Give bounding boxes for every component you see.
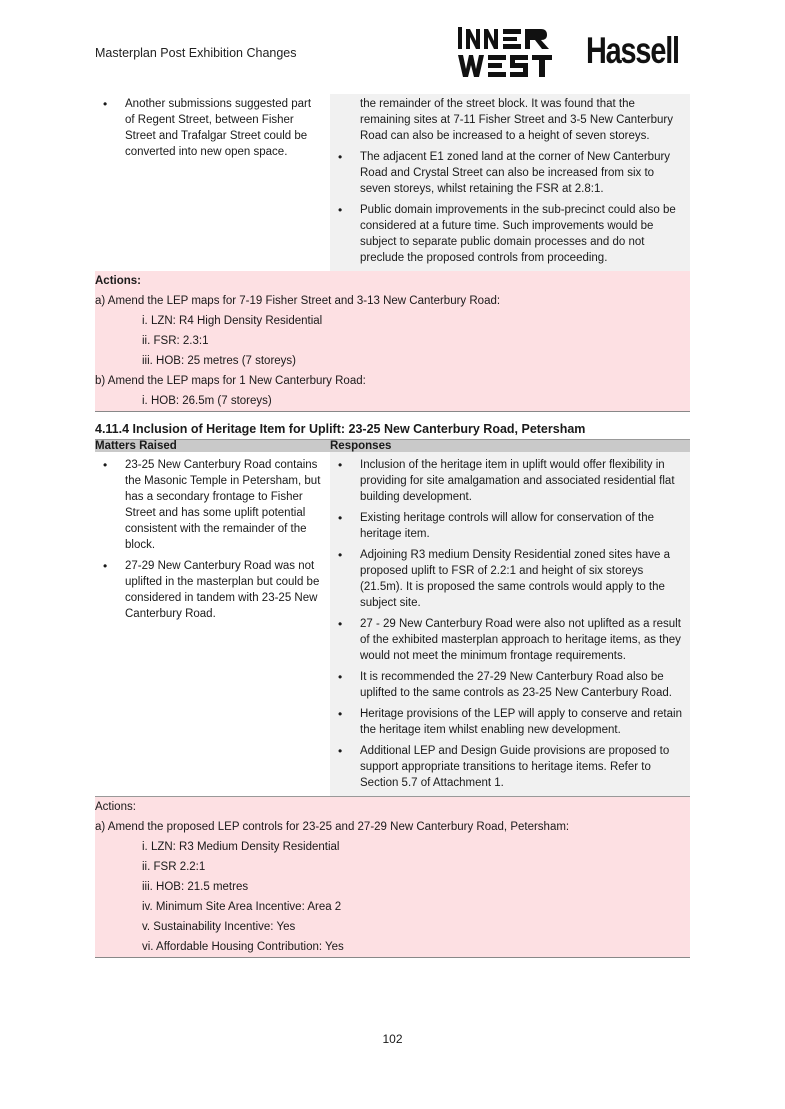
matters-cell [95,94,330,271]
action-subitem: i. LZN: R3 Medium Density Residential [142,841,340,853]
response-continuation: the remainder of the street block. It was found that the remaining sites at 7-11 Fisher Street and 3-5 New Canterbury Road can also be increased to a height of seven storeys. [360,98,673,142]
action-line: a) Amend the proposed LEP controls for 23-25 and 27-29 New Canterbury Road, Petersham: [95,821,570,833]
action-subitem: iii. HOB: 21.5 metres [142,881,249,893]
hassell-logo: Hassell [586,30,679,71]
response-item: • Heritage provisions of the LEP will apply to conserve and retain the heritage item whilst enabling new development. [330,706,690,738]
action-subitem: iv. Minimum Site Area Incentive: Area 2 [142,901,342,913]
action-subitem: iii. HOB: 25 metres (7 storeys) [142,355,297,367]
document-title: Masterplan Post Exhibition Changes [95,46,297,60]
column-header-responses: Responses [330,440,690,453]
actions-title: Actions: [95,275,141,287]
action-subitem: v. Sustainability Incentive: Yes [142,921,296,933]
actions-block [95,271,690,412]
matter-item: • 23-25 New Canterbury Road contains the Masonic Temple in Petersham, but has a secondary frontage to Fisher Street and has some uplift potential consistent with the remainder of the block. [95,457,330,553]
responses-cell [330,452,690,797]
action-subitem: i. HOB: 26.5m (7 storeys) [142,395,272,407]
actions-block [95,797,690,958]
response-item: • It is recommended the 27-29 New Canterbury Road also be uplifted to the same controls as 23-25 New Canterbury Road. [330,669,690,701]
page-number: 102 [382,1032,403,1046]
response-item: • Adjoining R3 medium Density Residential zoned sites have a proposed uplift to FSR of 2.2:1 and height of six storeys (21.5m). It is proposed the same controls would apply to the subject site. [330,547,690,611]
action-subitem: vi. Affordable Housing Contribution: Yes [142,941,344,953]
response-item: • The adjacent E1 zoned land at the corner of New Canterbury Road and Crystal Street can also be increased from six to seven storeys, whilst retaining the FSR at 2.8:1. [330,149,690,197]
column-header-matters: Matters Raised [95,440,330,453]
response-item: • Existing heritage controls will allow for conservation of the heritage item. [330,510,690,542]
response-item: • Additional LEP and Design Guide provisions are proposed to support appropriate transitions to heritage items. Refer to Section 5.7 of Attachment 1. [330,743,690,791]
action-line: b) Amend the LEP maps for 1 New Canterbury Road: [95,375,366,387]
action-subitem: ii. FSR: 2.3:1 [142,335,209,347]
matters-responses-table [95,439,690,958]
section-heading: 4.11.4 Inclusion of Heritage Item for Uplift: 23-25 New Canterbury Road, Petersham [95,422,586,436]
response-item: • 27 - 29 New Canterbury Road were also not uplifted as a result of the exhibited masterplan approach to heritage items, as they would not meet the minimum frontage requirements. [330,616,690,664]
response-item: • Inclusion of the heritage item in uplift would offer flexibility in providing for site amalgamation and associated residential flat building development. [330,457,690,505]
continued-table [95,94,690,412]
matters-cell [95,452,330,797]
inner-west-logo [457,27,557,79]
action-line: a) Amend the LEP maps for 7-19 Fisher Street and 3-13 New Canterbury Road: [95,295,501,307]
action-subitem: ii. FSR 2.2:1 [142,861,206,873]
responses-cell [330,94,690,271]
actions-title: Actions: [95,801,136,813]
response-item: • Public domain improvements in the sub-precinct could also be considered at a future time. Such improvements would be subject to separate public domain processes and do not preclude the proposed controls from proceeding. [330,202,690,266]
matter-item: • 27-29 New Canterbury Road was not uplifted in the masterplan but could be considered in tandem with 23-25 New Canterbury Road. [95,558,330,622]
matter-item: • Another submissions suggested part of Regent Street, between Fisher Street and Trafalgar Street could be converted into new open space. [95,96,330,160]
action-subitem: i. LZN: R4 High Density Residential [142,315,323,327]
